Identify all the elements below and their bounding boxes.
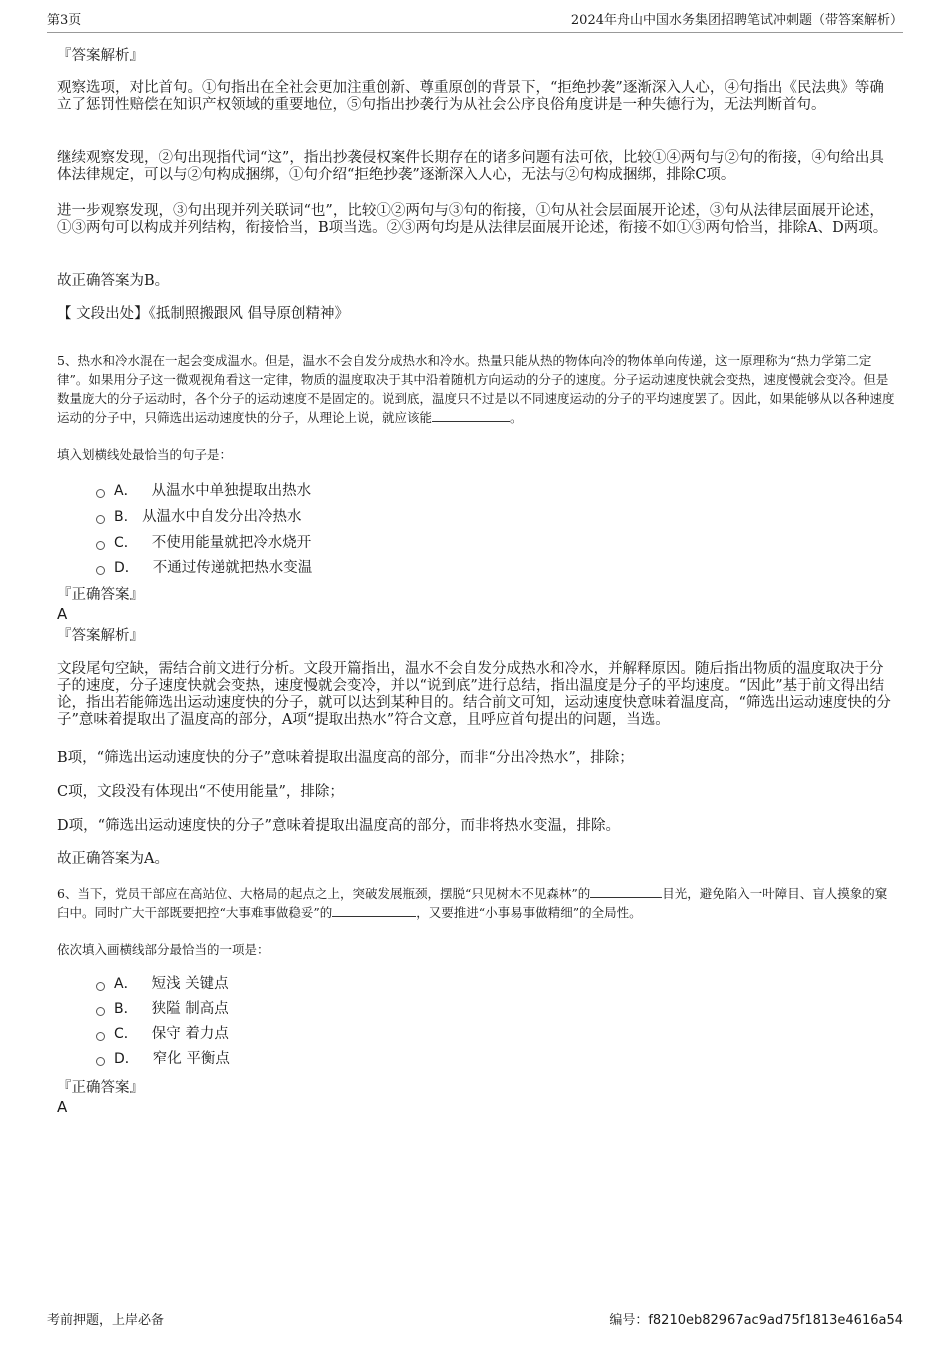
q4-analysis-para-1: 观察选项，对比首句。①句指出在全社会更加注重创新、尊重原创的背景下，“拒绝抄袭”逐渐深入人心，④句指出《民法典》等确立了惩罚性赔偿在知识产权领域的重要地位，⑤句指出抄袭行为从社会公序良俗角度讲是一种失德行为，无法判断首句。 [57, 80, 884, 113]
q6-option-d[interactable]: D． 窄化 平衡点 [96, 1049, 230, 1069]
radio-icon[interactable] [96, 1007, 105, 1016]
q4-analysis-para-2: 继续观察发现，②句出现指代词“这”，指出抄袭侵权案件长期存在的诸多问题有法可依，比较①④两句与②句的衔接，④句给出具体法律规定，可以与②句构成捆绑，①句介绍“拒绝抄袭”逐渐深入人心，无法与②句构成捆绑，排除C项。 [57, 150, 884, 183]
document-title: 2024年舟山中国水务集团招聘笔试冲刺题（带答案解析） [570, 13, 903, 28]
q5-blank [432, 409, 510, 422]
q6-correct-answer: A [57, 1098, 68, 1116]
radio-icon[interactable] [96, 515, 105, 524]
q5-correct-label: 『正确答案』 [57, 587, 144, 603]
q5-option-a[interactable]: A． 从温水中单独提取出热水 [96, 481, 311, 501]
radio-icon[interactable] [96, 489, 105, 498]
q5-analysis-para-2: B项，“筛选出运动速度快的分子”意味着提取出温度高的部分，而非“分出冷热水”，排除； [57, 750, 634, 766]
radio-icon[interactable] [96, 541, 105, 550]
q5-prompt: 填入划横线处最恰当的句子是： [57, 447, 233, 462]
q5-analysis-para-4: D项，“筛选出运动速度快的分子”意味着提取出温度高的部分，而非将热水变温，排除。 [57, 818, 620, 834]
q6-blank-1 [590, 885, 662, 898]
q6-prompt: 依次填入画横线部分最恰当的一项是： [57, 942, 270, 957]
q5-analysis-para-3: C项，文段没有体现出“不使用能量”，排除； [57, 784, 344, 800]
q6-stem: 6、当下，党员干部应在高站位、大格局的起点之上，突破发展瓶颈，摆脱“只见树木不见森林”的 目光，避免陷入一叶障目、盲人摸象的窠臼中。同时广大干部既要把控“大事难事做稳妥”的 ，又要推进“小事易事做精细”的全局性。 [57, 886, 888, 920]
q5-stem: 5、热水和冷水混在一起会变成温水。但是，温水不会自发分成热水和冷水。热量只能从热的物体向冷的物体单向传递，这一原理称为“热力学第二定律”。如果用分子这一微观视角看这一定律，物质的温度取决于其中沿着随机方向运动的分子的速度。分子运动速度快就会变热，速度慢就会变冷。但是数量庞大的分子运动时，各个分子的运动速度不是固定的。说到底，温度只不过是以不同速度运动的分子的平均速度罢了。因此，如果能够从以各种速度运动的分子中，只筛选出运动速度快的分子，从理论上说，就应该能 。 [57, 353, 895, 425]
radio-icon[interactable] [96, 566, 105, 575]
q5-option-c[interactable]: C． 不使用能量就把冷水烧开 [96, 533, 311, 553]
q5-option-d[interactable]: D． 不通过传递就把热水变温 [96, 558, 312, 578]
document-code: 编号：f8210eb82967ac9ad75f1813e4616a54 [609, 1313, 903, 1328]
q5-conclusion: 故正确答案为A。 [57, 851, 169, 867]
q6-blank-2 [332, 904, 416, 917]
q4-source: 【 文段出处】《抵制照搬跟风 倡导原创精神》 [57, 306, 349, 322]
q4-analysis-para-3: 进一步观察发现，③句出现并列关联词“也”，比较①②两句与③句的衔接，①句从社会层面展开论述，③句从法律层面展开论述，①③两句可以构成并列结构，衔接恰当，B项当选。②③两句均是从法律层面展开论述，衔接不如①③两句恰当，排除A、D两项。 [57, 203, 888, 236]
page-header [47, 12, 903, 33]
q6-correct-label: 『正确答案』 [57, 1080, 144, 1096]
radio-icon[interactable] [96, 1032, 105, 1041]
radio-icon[interactable] [96, 982, 105, 991]
footer-slogan: 考前押题，上岸必备 [47, 1313, 165, 1328]
q6-option-b[interactable]: B． 狭隘 制高点 [96, 999, 229, 1019]
q5-analysis-para-1: 文段尾句空缺，需结合前文进行分析。文段开篇指出，温水不会自发分成热水和冷水，并解释原因。随后指出物质的温度取决于分子的速度，分子速度快就会变热，速度慢就会变冷，并以“说到底”进行总结，指出温度是分子的平均速度。“因此”基于前文得出结论，指出若能筛选出运动速度快的分子，就可以达到某种目的。结合前文可知，运动速度快意味着温度高，“筛选出运动速度快的分子”意味着提取出了温度高的部分，A项“提取出热水”符合文意，且呼应首句提出的问题，当选。 [57, 661, 891, 728]
q5-correct-answer: A [57, 605, 68, 623]
q5-analysis-label: 『答案解析』 [57, 628, 144, 644]
q6-option-c[interactable]: C． 保守 着力点 [96, 1024, 229, 1044]
q6-option-a[interactable]: A． 短浅 关键点 [96, 974, 229, 994]
q5-option-b[interactable]: B. 从温水中自发分出冷热水 [96, 507, 302, 527]
q4-analysis-label: 『答案解析』 [57, 48, 144, 64]
radio-icon[interactable] [96, 1057, 105, 1066]
q4-conclusion: 故正确答案为B。 [57, 273, 170, 289]
page-number: 第3页 [47, 13, 82, 28]
